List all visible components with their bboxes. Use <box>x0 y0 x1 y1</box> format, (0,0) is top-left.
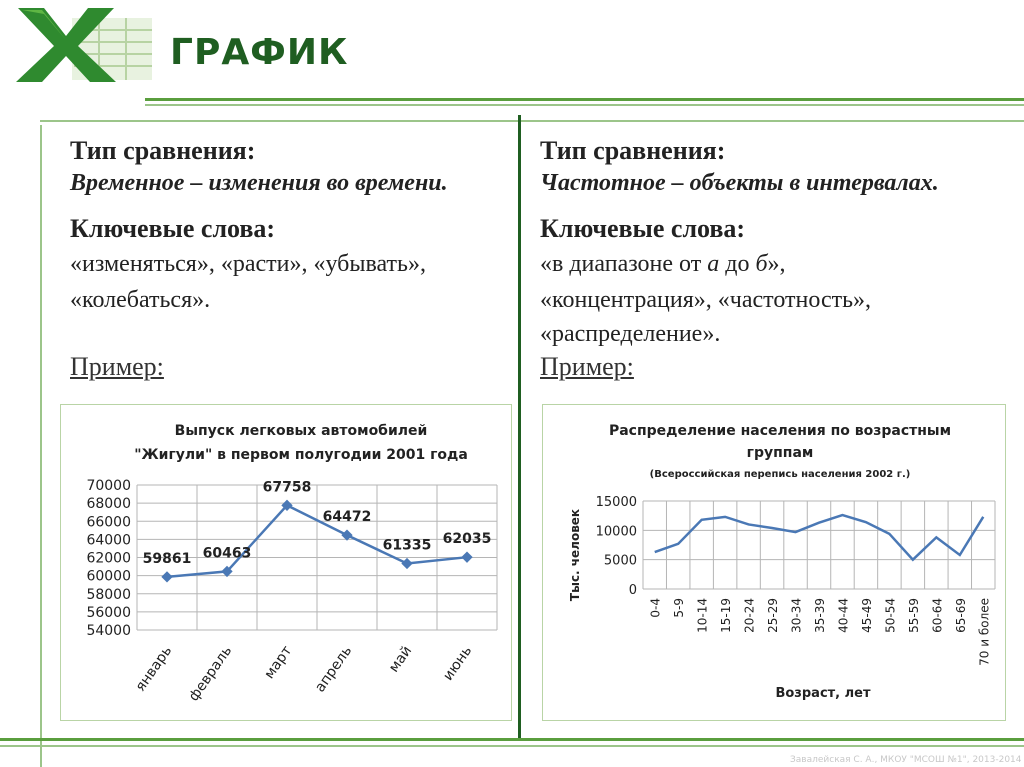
x-tick-label: март <box>261 643 296 682</box>
chart1-title-1: Выпуск легковых автомобилей <box>174 423 428 439</box>
y-tick-label: 0 <box>628 583 637 598</box>
chart2-subtitle: (Всероссийская перепись населения 2002 г.) <box>649 469 911 480</box>
x-tick-label: 25-29 <box>766 598 781 633</box>
x-tick-label: 65-69 <box>953 598 968 633</box>
y-tick-label: 15000 <box>595 495 637 510</box>
chart1-title-2: "Жигули" в первом полугодии 2001 года <box>134 447 468 463</box>
chart2-title-1: Распределение населения по возрастным <box>608 423 952 439</box>
data-label: 59861 <box>142 550 192 567</box>
x-tick-label: 35-39 <box>813 598 827 633</box>
x-tick-label: январь <box>132 643 176 695</box>
chart2-ylabel: Тыс. человек <box>568 508 582 602</box>
x-tick-label: май <box>385 643 416 676</box>
y-tick-label: 60000 <box>86 568 131 585</box>
chart-population <box>542 404 1006 721</box>
data-point <box>161 571 172 582</box>
x-tick-label: апрель <box>312 643 356 696</box>
data-label: 67758 <box>262 479 312 496</box>
bottom-divider <box>0 738 1024 741</box>
bottom-divider-2 <box>0 745 1024 747</box>
x-tick-label: 30-34 <box>789 598 804 633</box>
chart2-title-2: группам <box>746 445 814 461</box>
top-divider-2 <box>145 104 1024 106</box>
y-tick-label: 5000 <box>603 553 637 569</box>
top-divider <box>145 98 1024 101</box>
x-tick-label: 60-64 <box>930 598 945 633</box>
top-divider-3 <box>40 120 1024 122</box>
x-tick-label: 40-44 <box>836 598 851 633</box>
excel-logo <box>14 6 154 84</box>
x-tick-label: июнь <box>440 643 476 684</box>
y-tick-label: 62000 <box>86 550 131 567</box>
chart-population-svg <box>543 405 1005 720</box>
slide-title: ГРАФИК <box>170 32 349 73</box>
x-tick-label: февраль <box>185 643 236 705</box>
y-tick-label: 56000 <box>86 604 131 621</box>
y-tick-label: 54000 <box>86 623 131 639</box>
series-line <box>655 515 984 560</box>
chart-vaz-production <box>60 404 512 721</box>
right-keywords-line1 <box>540 246 786 282</box>
left-keywords-heading: Ключевые слова: <box>70 214 276 243</box>
chart2-xlabel: Возраст, лет <box>775 686 871 701</box>
x-tick-label: 5-9 <box>672 598 687 618</box>
footer-text: Завалейская С. А., МКОУ "МСОШ №1", 2013-2014 <box>790 755 1022 765</box>
kw-part-e: », <box>767 251 786 277</box>
x-tick-label: 50-54 <box>883 598 898 633</box>
right-keywords-line2: «концентрация», «частотность», <box>540 287 872 313</box>
left-example-label: Пример: <box>70 352 164 381</box>
x-tick-label: 70 и более <box>977 598 992 666</box>
y-tick-label: 68000 <box>86 496 131 513</box>
right-keywords-line3: «распределение». <box>540 321 721 347</box>
left-keywords-line1: «изменяться», «расти», «убывать», <box>70 251 426 277</box>
x-tick-label: 55-59 <box>906 598 921 633</box>
left-rule <box>40 125 42 767</box>
data-label: 61335 <box>382 537 432 554</box>
right-keywords-heading: Ключевые слова: <box>540 214 746 243</box>
left-type-heading: Тип сравнения: <box>70 136 256 165</box>
right-type-value: Частотное – объекты в интервалах. <box>540 170 939 196</box>
left-type-value: Временное – изменения во времени. <box>70 170 448 196</box>
y-tick-label: 64000 <box>86 532 131 549</box>
kw-part-c: до <box>719 251 756 277</box>
data-point <box>401 558 412 569</box>
x-tick-label: 15-19 <box>719 598 734 633</box>
y-tick-label: 58000 <box>86 586 131 603</box>
x-tick-label: 20-24 <box>742 598 757 633</box>
x-tick-label: 45-49 <box>859 598 874 633</box>
data-label: 60463 <box>202 545 252 562</box>
data-label: 64472 <box>322 509 372 526</box>
center-divider <box>518 115 521 738</box>
chart-vaz-svg <box>61 405 511 720</box>
right-type-heading: Тип сравнения: <box>540 136 726 165</box>
left-keywords-line2: «колебаться». <box>70 287 211 313</box>
x-tick-label: 10-14 <box>695 598 710 633</box>
kw-part-b: а <box>707 251 720 277</box>
right-example-label: Пример: <box>540 352 634 381</box>
y-tick-label: 66000 <box>86 514 131 531</box>
kw-part-a: «в диапазоне от <box>540 251 708 277</box>
data-label: 62035 <box>442 531 492 548</box>
x-tick-label: 0-4 <box>648 598 663 618</box>
y-tick-label: 70000 <box>86 478 131 494</box>
y-tick-label: 10000 <box>595 524 637 540</box>
kw-part-d: б <box>755 251 768 277</box>
data-point <box>461 552 472 563</box>
